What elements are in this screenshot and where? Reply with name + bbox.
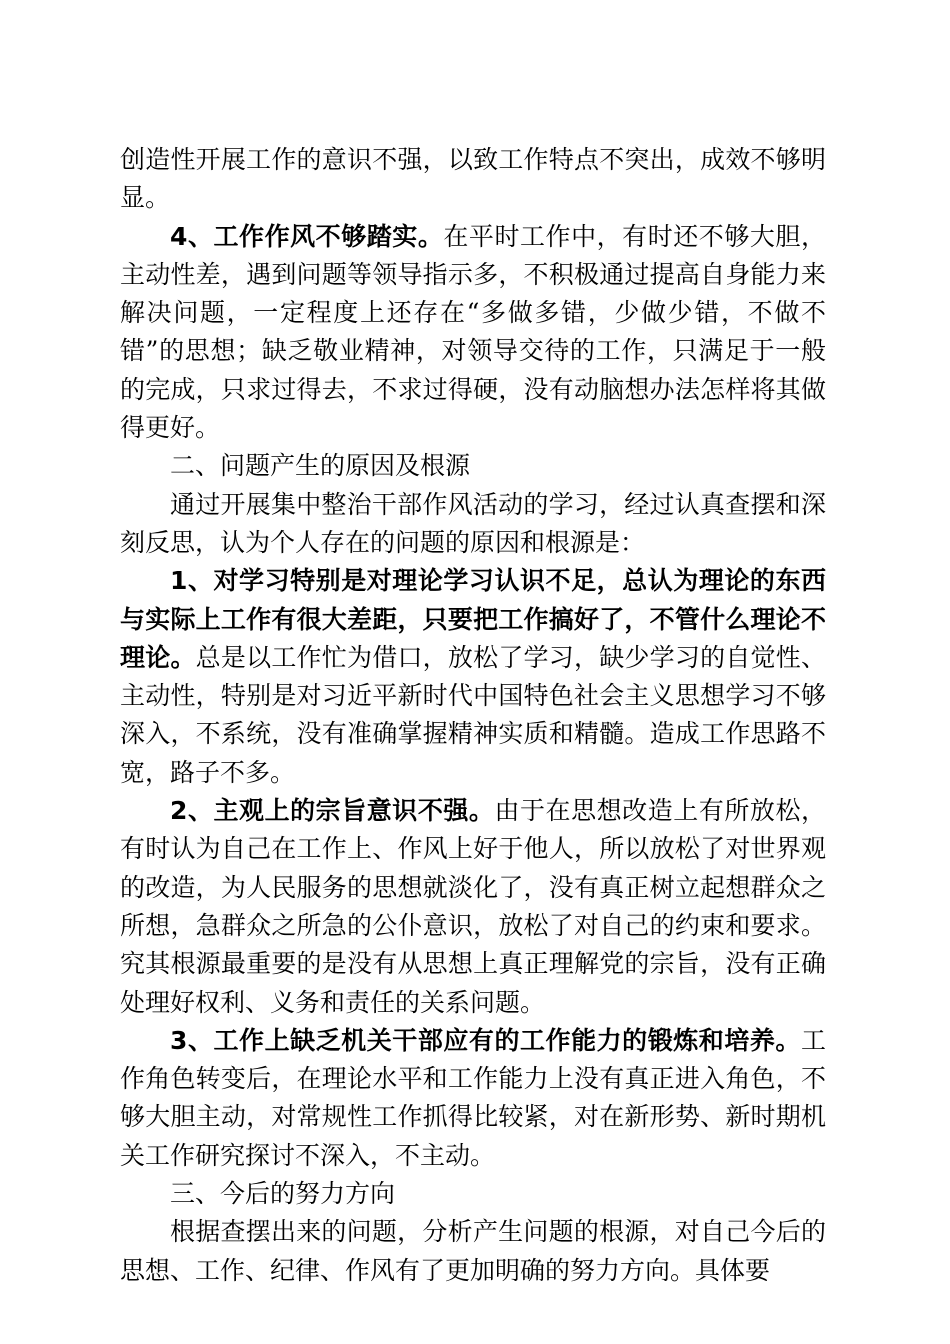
paragraph-lead: 4、工作作风不够踏实。 [170, 221, 444, 251]
paragraph-body: 创造性开展工作的意识不强，以致工作特点不突出，成效不够明显。 [120, 145, 826, 213]
document-page [120, 141, 826, 1290]
paragraph-body: 通过开展集中整治干部作风活动的学习，经过认真查摆和深刻反思，认为个人存在的问题的原因和根源是： [120, 489, 826, 557]
paragraph-body: 工作角色转变后，在理论水平和工作能力上没有真正进入角色，不够大胆主动，对常规性工作抓得比较紧，对在新形势、新时期机关工作研究探讨不深入，不主动。 [120, 1025, 826, 1170]
paragraph-causes-intro [120, 486, 826, 563]
paragraph-lead: 3、工作上缺乏机关干部应有的工作能力的锻炼和培养。 [170, 1025, 801, 1055]
paragraph-body: 由于在思想改造上有所放松，有时认为自己在工作上、作风上好于他人，所以放松了对世界观的改造，为人民服务的思想就淡化了，没有真正树立起想群众之所想，急群众之所急的公仆意识，放松了对自己的约束和要求。究其根源最重要的是没有从思想上真正理解党的宗旨，没有正确处理好权利、义务和责任的关系问题。 [120, 796, 826, 1017]
section-heading-causes: 二、问题产生的原因及根源 [170, 451, 471, 481]
paragraph-cause-study [120, 562, 826, 792]
paragraph-work-style [120, 218, 826, 448]
paragraph-direction-intro [120, 1213, 826, 1290]
paragraph-cause-ability [120, 1022, 826, 1175]
paragraph-body: 在平时工作中，有时还不够大胆，主动性差，遇到问题等领导指示多，不积极通过提高自身能力来解决问题，一定程度上还存在“多做多错，少做少错，不做不错”的思想；缺乏敬业精神，对领导交待的工作，只满足于一般的完成，只求过得去，不求过得硬，没有动脑想办法怎样将其做得更好。 [120, 221, 826, 443]
section-heading-direction: 三、今后的努力方向 [170, 1179, 396, 1209]
paragraph-body: 根据查摆出来的问题，分析产生问题的根源，对自己今后的思想、工作、纪律、作风有了更加明确的努力方向。具体要 [120, 1217, 826, 1285]
paragraph-cause-purpose [120, 792, 826, 1022]
paragraph-body: 总是以工作忙为借口，放松了学习，缺少学习的自觉性、主动性，特别是对习近平新时代中国特色社会主义思想学习不够深入，不系统，没有准确掌握精神实质和精髓。造成工作思路不宽，路子不多。 [120, 642, 826, 787]
paragraph-lead: 1、对学习特别是对理论学习认识不足，总认为理论的东西与实际上工作有很大差距，只要把工作搞好了，不管什么理论不理论。 [120, 566, 826, 672]
paragraph-continuation [120, 141, 826, 218]
paragraph-lead: 2、主观上的宗旨意识不强。 [170, 796, 495, 826]
